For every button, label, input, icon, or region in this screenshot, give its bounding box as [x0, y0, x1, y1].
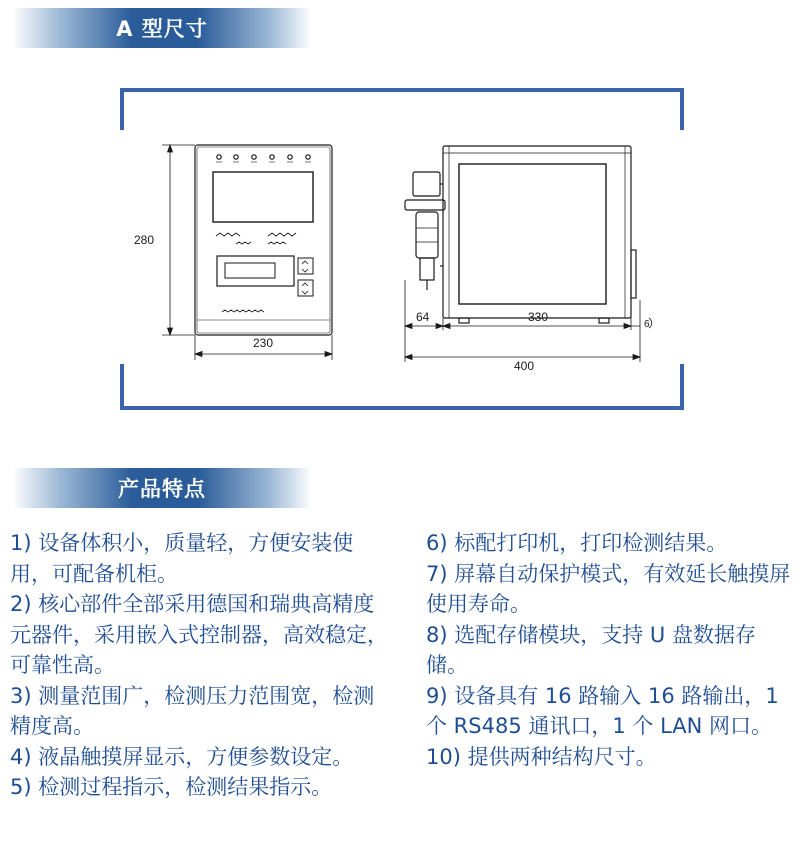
- feature-item: 7) 屏幕自动保护模式，有效延长触摸屏使用寿命。: [426, 561, 791, 616]
- front-view: [195, 145, 332, 335]
- features-left-column: [10, 528, 395, 803]
- feature-item: 8) 选配存储模块，支持 U 盘数据存储。: [426, 622, 756, 677]
- dim-front-width-label: 230: [253, 336, 274, 350]
- drawing-frame-bottom: [120, 364, 684, 410]
- dim-side-label: 6: [644, 319, 650, 330]
- feature-item: 2) 核心部件全部采用德国和瑞典高精度元器件，采用嵌入式控制器，高效稳定，可靠性高。: [10, 592, 388, 677]
- drawing-frame-top: [120, 88, 684, 130]
- dimensions-section-header: [12, 8, 312, 48]
- feature-item: 5) 检测过程指示，检测结果指示。: [10, 775, 333, 799]
- dim-height-label: 280: [134, 233, 155, 247]
- feature-item: 10) 提供两种结构尺寸。: [426, 744, 657, 769]
- features-section-header: [12, 468, 312, 508]
- front-dimension-lines: [162, 145, 332, 360]
- feature-item: 6) 标配打印机，打印检测结果。: [426, 531, 728, 555]
- dim-regulator-label: 64: [416, 310, 430, 324]
- dimension-drawing: [0, 130, 800, 370]
- feature-item: 1) 设备体积小，质量轻，方便安装使用，可配备机柜。: [10, 531, 354, 586]
- side-view: [405, 146, 636, 323]
- feature-item: 3) 测量范围广，检测压力范围宽，检测精度高。: [10, 683, 375, 738]
- feature-item: 9) 设备具有 16 路输入 16 路输出，1 个 RS485 通讯口，1 个 LAN 网口。: [426, 683, 779, 738]
- features-right-column: [426, 528, 796, 772]
- features-section-title: 产品特点: [118, 477, 206, 501]
- dimensions-section-title: A 型尺寸: [116, 17, 208, 41]
- feature-item: 4) 液晶触摸屏显示，方便参数设定。: [10, 744, 354, 769]
- dim-body-label: 330: [528, 310, 549, 324]
- dim-total-label: 400: [514, 359, 535, 370]
